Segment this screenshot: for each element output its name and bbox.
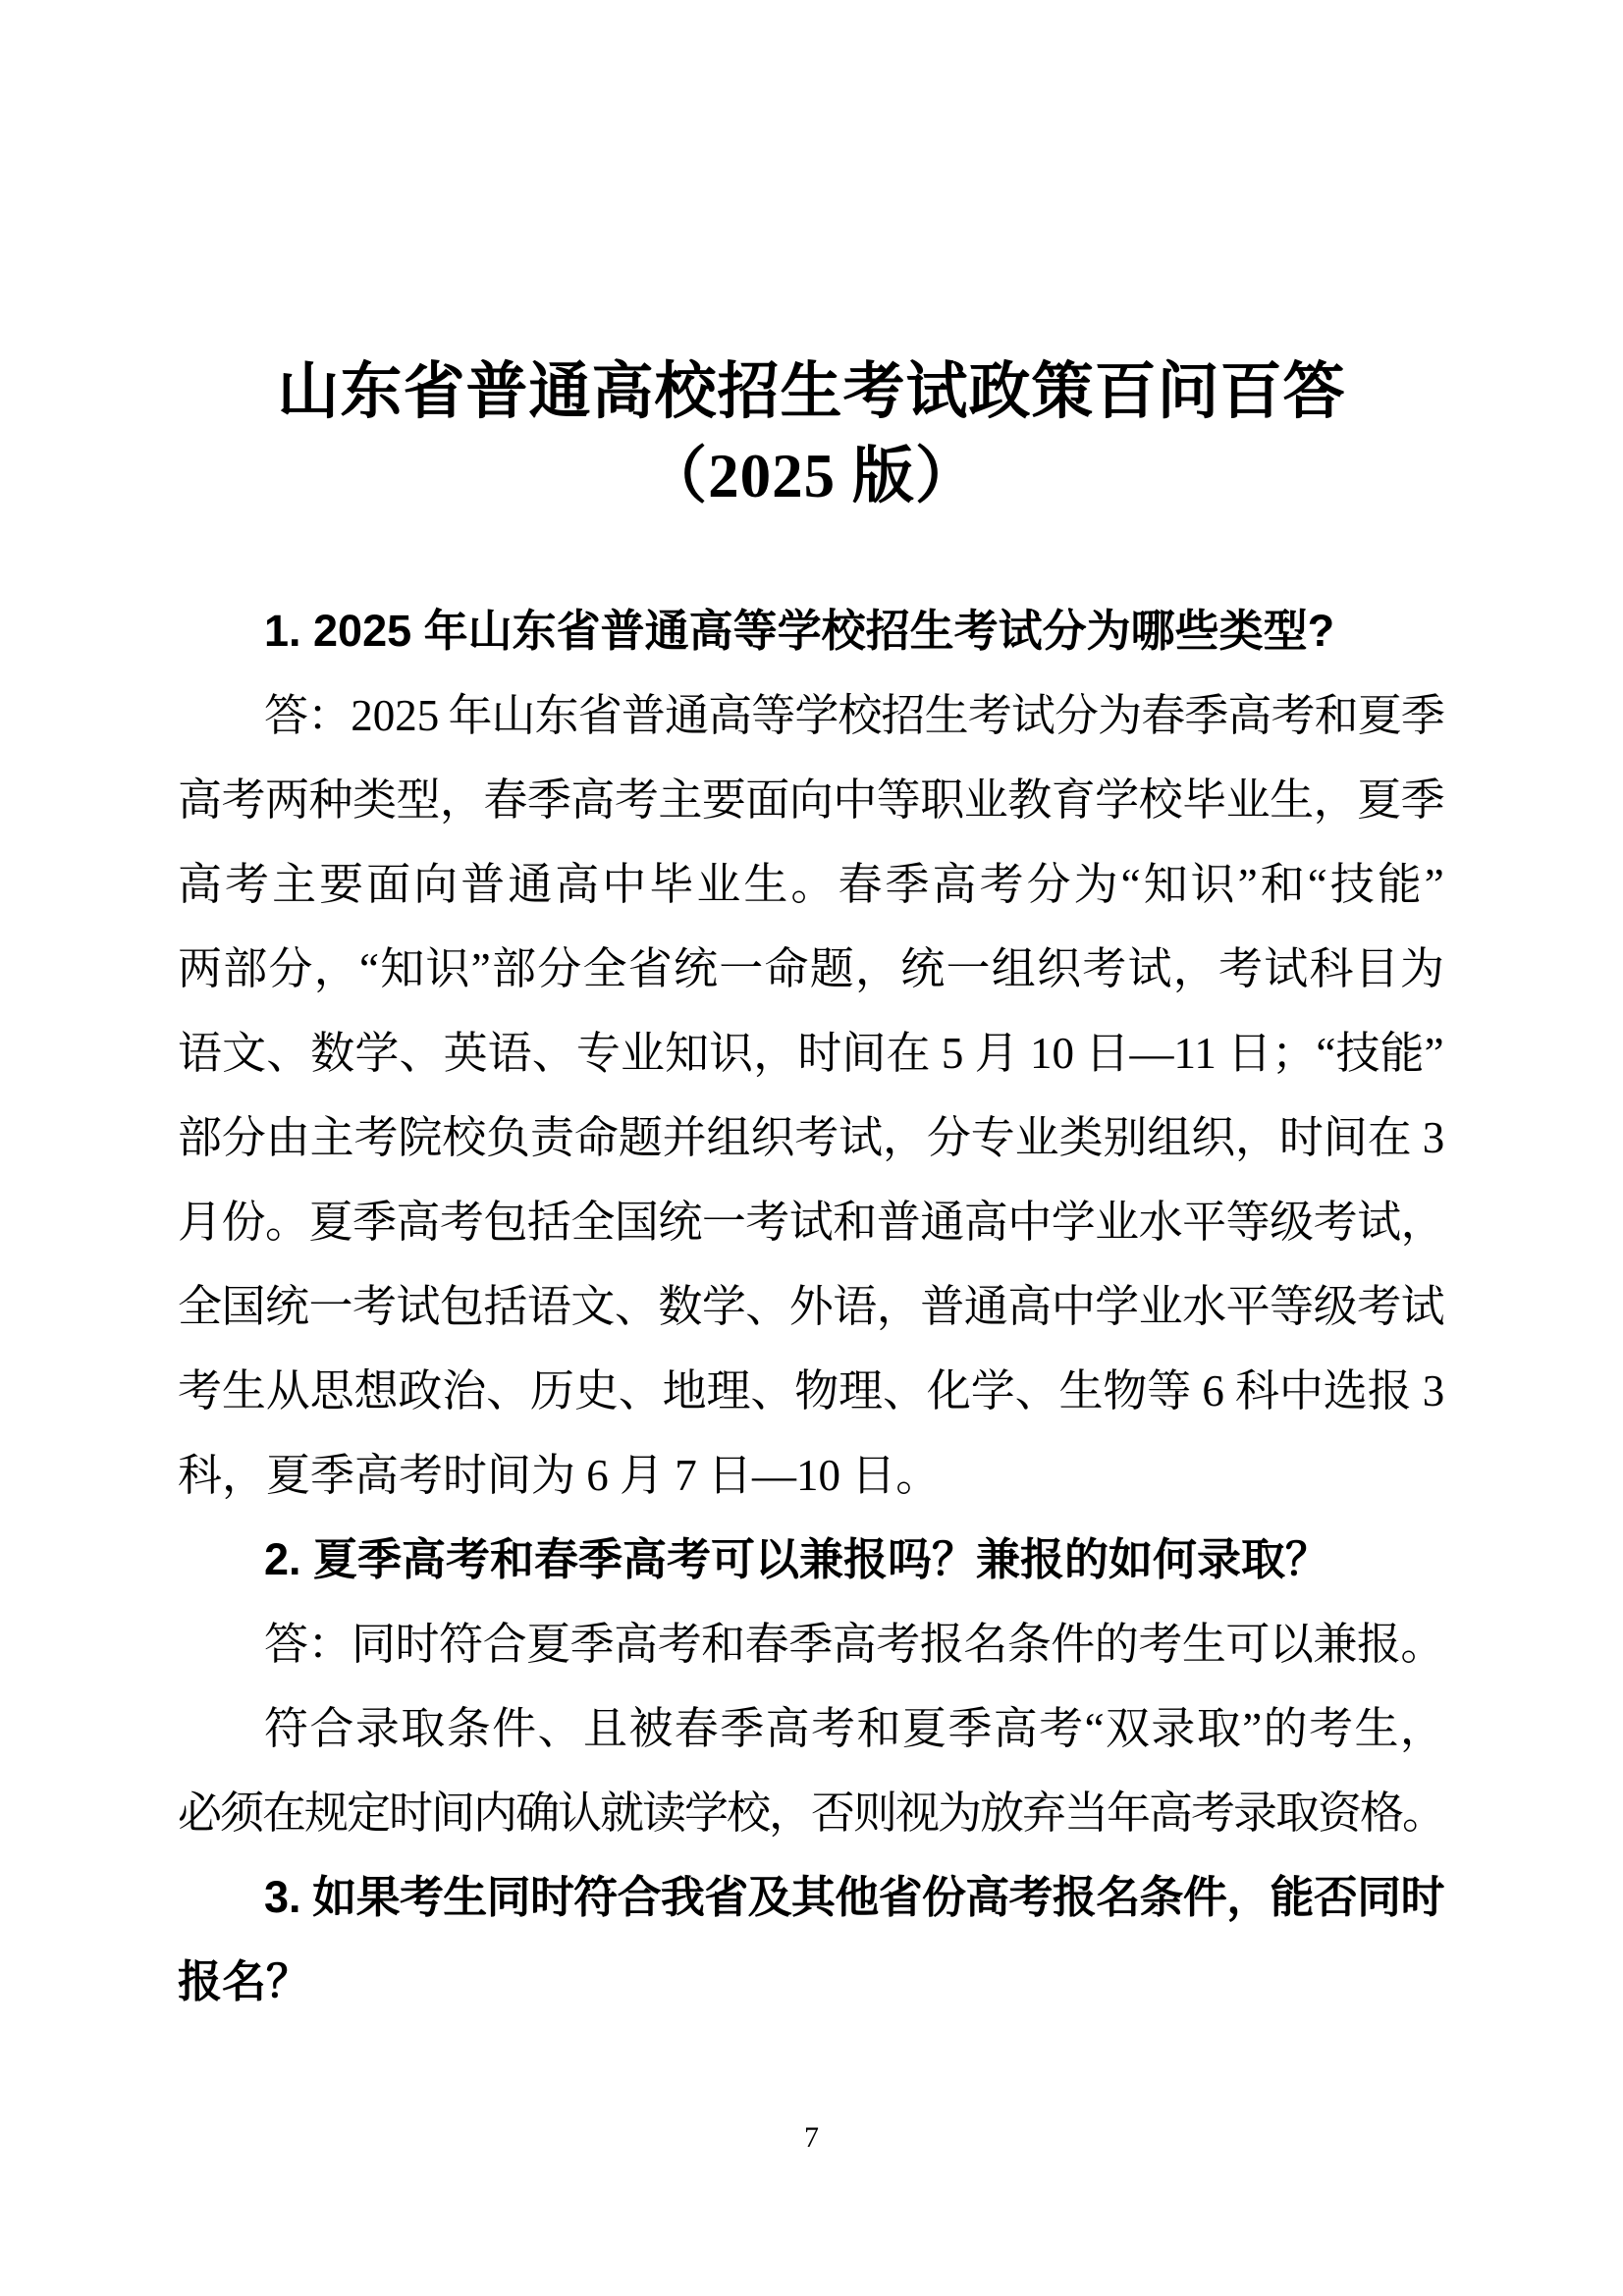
answer-1-line-9: 考 生 从 思 想 政 治 、 历 史 、 地 理 、 物 理 、 化 学 、 生 物 等 6 科 中 选 报 3 (178, 1366, 1445, 1415)
question-1-heading: 1. 2025 年山东省普通高等学校招生考试分为哪些类型? (264, 606, 1335, 656)
answer-1-line-5: 语 文 、 数 学 、 英 语 、 专 业 知 识 ， 时 间 在 5 月 10 日 — 11 日 ； “ 技 能 ” (178, 1029, 1444, 1078)
page-number: 7 (804, 2121, 819, 2154)
question-2-heading: 2. 夏季高考和春季高考可以兼报吗？兼报的如何录取？ (264, 1534, 1330, 1584)
answer-1-line-3: 高 考 主 要 面 向 普 通 高 中 毕 业 生 。 春 季 高 考 分 为 “ 知 识 ” 和 “ 技 能 ” (178, 860, 1444, 909)
question-3-heading-line-1: 3. 如 果 考 生 同 时 符 合 我 省 及 其 他 省 份 高 考 报 名 条 件 ， 能 否 同 时 (264, 1872, 1445, 1922)
answer-2-line-2: 符 合 录 取 条 件 、 且 被 春 季 高 考 和 夏 季 高 考 “ 双 录 取 ” 的 考 生 ， (264, 1704, 1444, 1753)
answer-1-line-7: 月 份 。 夏 季 高 考 包 括 全 国 统 一 考 试 和 普 通 高 中 学 业 水 平 等 级 考 试 ， (178, 1198, 1445, 1247)
answer-1-line-2: 高 考 两 种 类 型 ， 春 季 高 考 主 要 面 向 中 等 职 业 教 育 学 校 毕 业 生 ， 夏 季 (178, 775, 1445, 825)
answer-1-line-8: 全 国 统 一 考 试 包 括 语 文 、 数 学 、 外 语 ， 普 通 高 中 学 业 水 平 等 级 考 试 (178, 1282, 1445, 1331)
title-line-2: （2025 版） (645, 442, 978, 510)
document-title (0, 349, 1623, 518)
answer-2-line-3: 必 须 在 规 定 时 间 内 确 认 就 读 学 校 ， 否 则 视 为 放 弃 当 年 高 考 录 取 资 格 。 (178, 1789, 1447, 1838)
answer-1-line-4: 两 部 分 ， “ 知 识 ” 部 分 全 省 统 一 命 题 ， 统 一 组 织 考 试 ， 考 试 科 目 为 (178, 944, 1444, 993)
answer-1-line-1: 答 ： 2025 年 山 东 省 普 通 高 等 学 校 招 生 考 试 分 为 春 季 高 考 和 夏 季 (264, 691, 1445, 740)
title-line-1: 山东省普通高校招生考试政策百问百答 (277, 357, 1346, 426)
answer-1-line-6: 部 分 由 主 考 院 校 负 责 命 题 并 组 织 考 试 ， 分 专 业 类 别 组 织 ， 时 间 在 3 (178, 1113, 1445, 1162)
document-body (178, 589, 1447, 2024)
question-3-heading-line-2: 报名？ (178, 1956, 311, 2006)
answer-1-line-10: 科，夏季高考时间为 6 月 7 日—10 日。 (178, 1451, 941, 1500)
answer-2-line-1: 答 ： 同 时 符 合 夏 季 高 考 和 春 季 高 考 报 名 条 件 的 考 生 可 以 兼 报 。 (264, 1620, 1445, 1669)
